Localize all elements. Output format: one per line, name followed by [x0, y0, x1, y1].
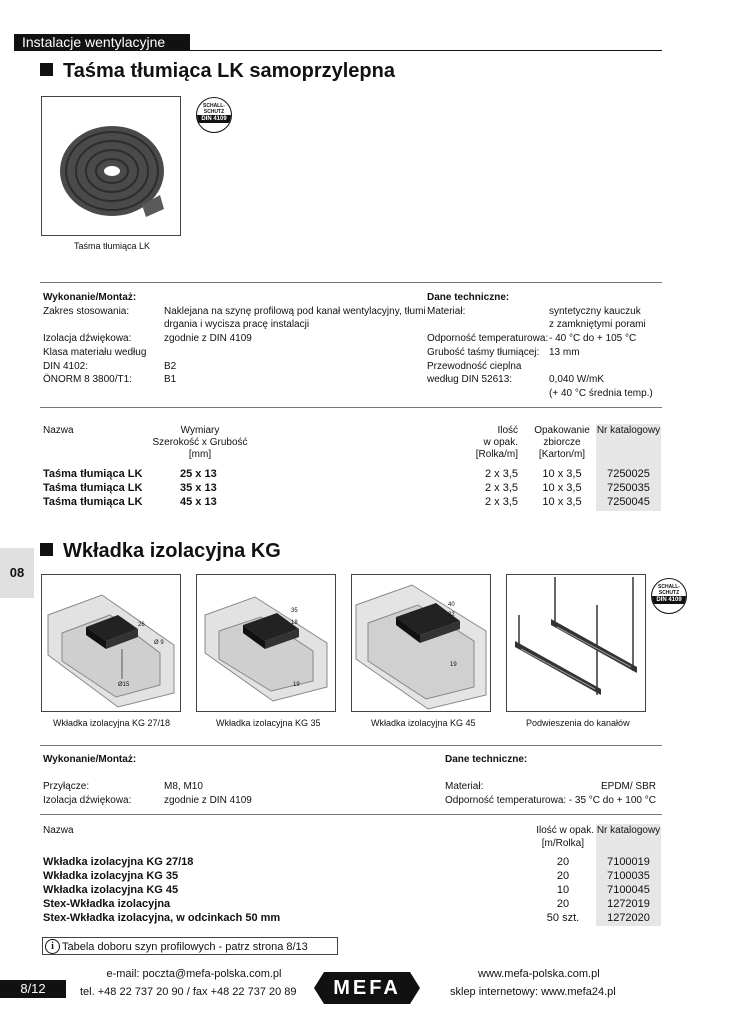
wykonanie-heading: Wykonanie/Montaż: [43, 292, 137, 303]
tape-image [41, 96, 181, 236]
section1-title: Taśma tłumiąca LK samoprzylepna [40, 60, 395, 83]
footer-email: e-mail: poczta@mefa-polska.com.pl [106, 968, 282, 980]
table-row: Taśma tłumiąca LK [43, 496, 143, 508]
footer-website: www.mefa-polska.com.pl [478, 968, 600, 980]
table-row: Stex-Wkładka izolacyjna [43, 898, 171, 910]
tape-image-caption: Taśma tłumiąca LK [74, 241, 151, 251]
divider [40, 745, 662, 746]
tape-roll-icon [42, 97, 180, 235]
image-caption: Wkładka izolacyjna KG 27/18 [53, 718, 171, 728]
chapter-tab: 08 [0, 548, 34, 598]
insert-kg45-image: 40 22 19 [351, 574, 491, 712]
header-rule [190, 50, 662, 51]
footer-phone: tel. +48 22 737 20 90 / fax +48 22 737 20 89 [80, 986, 297, 998]
din4109-badge: SCHALL- SCHUTZ DIN 4109 [196, 97, 232, 133]
title-square-icon [40, 63, 53, 76]
section2-title: Wkładka izolacyjna KG [40, 540, 281, 563]
profile-rail-insert-icon [352, 575, 490, 711]
table-row: Wkładka izolacyjna KG 27/18 [43, 856, 194, 868]
dane-heading: Dane techniczne: [445, 754, 528, 765]
page-number: 8/12 [0, 980, 66, 998]
duct-hanger-icon [507, 575, 645, 711]
insert-kg35-image: 35 18 19 [196, 574, 336, 712]
footer-shop: sklep internetowy: www.mefa24.pl [450, 986, 616, 998]
mefa-logo: MEFA [314, 968, 420, 1008]
duct-hanger-image [506, 574, 646, 712]
category-header: Instalacje wentylacyjne [14, 34, 190, 51]
table-row: Taśma tłumiąca LK [43, 482, 143, 494]
info-note: i Tabela doboru szyn profilowych - patrz strona 8/13 [42, 937, 338, 955]
info-icon: i [45, 939, 60, 954]
wykonanie-heading: Wykonanie/Montaż: [43, 754, 137, 765]
table-row: Stex-Wkładka izolacyjna, w odcinkach 50 mm [43, 912, 281, 924]
insert-kg2718-image: 26 Ø 9 Ø15 [41, 574, 181, 712]
image-caption: Wkładka izolacyjna KG 45 [371, 718, 476, 728]
table-row: Wkładka izolacyjna KG 35 [43, 870, 179, 882]
divider [40, 814, 662, 815]
table-row: Taśma tłumiąca LK [43, 468, 143, 480]
dane-heading: Dane techniczne: [427, 292, 510, 303]
table-row: Wkładka izolacyjna KG 45 [43, 884, 179, 896]
divider [40, 282, 662, 283]
image-caption: Podwieszenia do kanałów [526, 718, 630, 728]
image-caption: Wkładka izolacyjna KG 35 [216, 718, 321, 728]
title-square-icon [40, 543, 53, 556]
divider [40, 407, 662, 408]
profile-rail-insert-icon [197, 575, 335, 711]
din4109-badge: SCHALL- SCHUTZ DIN 4109 [651, 578, 687, 614]
